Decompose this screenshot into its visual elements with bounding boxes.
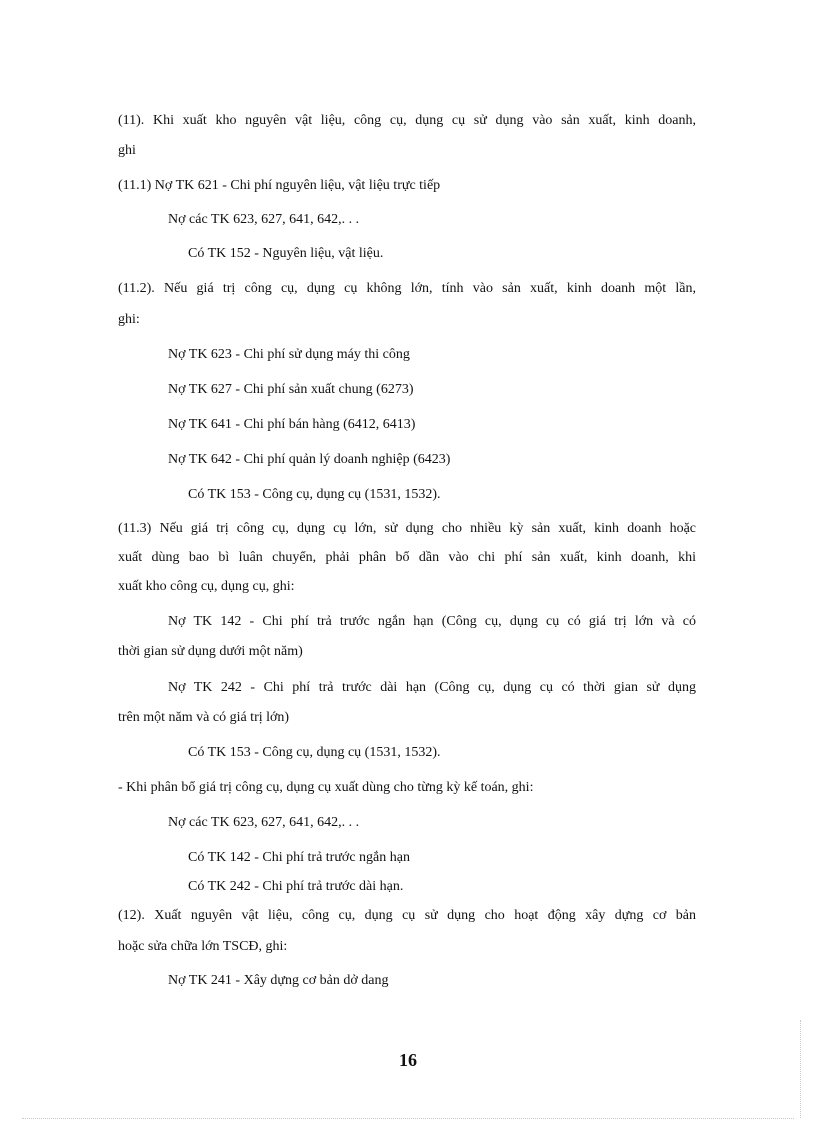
text-line: ghi [118,143,136,158]
page-border-bottom [22,1118,794,1119]
page-border-right [800,1020,801,1118]
text-line: Nợ TK 623 - Chi phí sử dụng máy thi công [168,347,410,362]
text-line: Nợ TK 627 - Chi phí sản xuất chung (6273) [168,382,414,397]
text-line: Nợ TK 642 - Chi phí quản lý doanh nghiệp (6423) [168,452,451,467]
text-line: Nợ TK 641 - Chi phí bán hàng (6412, 6413) [168,417,416,432]
page-number: 16 [399,1050,417,1070]
text-line: Có TK 153 - Công cụ, dụng cụ (1531, 1532). [188,487,441,502]
text-line: ghi: [118,312,140,327]
text-line: Có TK 242 - Chi phí trả trước dài hạn. [188,879,404,894]
text-line: Nợ các TK 623, 627, 641, 642,. . . [168,815,360,830]
text-line: - Khi phân bổ giá trị công cụ, dụng cụ xuất dùng cho từng kỳ kế toán, ghi: [118,780,534,795]
text-line: xuất kho công cụ, dụng cụ, ghi: [118,579,295,594]
text-line: (11.2). Nếu giá trị công cụ, dụng cụ không lớn, tính vào sản xuất, kinh doanh một lần, [118,281,696,296]
text-line: thời gian sử dụng dưới một năm) [118,644,303,659]
text-line: Nợ các TK 623, 627, 641, 642,. . . [168,212,360,227]
text-line: Có TK 142 - Chi phí trả trước ngắn hạn [188,850,410,865]
text-line: xuất dùng bao bì luân chuyển, phải phân bổ dần vào chi phí sản xuất, kinh doanh, khi [118,550,696,565]
text-line: Nợ TK 241 - Xây dựng cơ bản dở dang [168,973,389,988]
text-line: (11). Khi xuất kho nguyên vật liệu, công cụ, dụng cụ sử dụng vào sản xuất, kinh doanh, [118,113,696,128]
text-line: Nợ TK 242 - Chi phí trả trước dài hạn (Công cụ, dụng cụ có thời gian sử dụng [168,680,696,695]
text-line: trên một năm và có giá trị lớn) [118,710,290,725]
text-line: Nợ TK 142 - Chi phí trả trước ngắn hạn (Công cụ, dụng cụ có giá trị lớn và có [168,614,696,629]
text-line: (12). Xuất nguyên vật liệu, công cụ, dụng cụ sử dụng cho hoạt động xây dựng cơ bản [118,908,696,923]
text-line: Có TK 152 - Nguyên liệu, vật liệu. [188,246,384,261]
text-line: (11.3) Nếu giá trị công cụ, dụng cụ lớn, sử dụng cho nhiều kỳ sản xuất, kinh doanh hoặc [118,521,696,536]
text-line: hoặc sửa chữa lớn TSCĐ, ghi: [118,939,288,954]
text-line: (11.1) Nợ TK 621 - Chi phí nguyên liệu, vật liệu trực tiếp [118,178,441,193]
text-line: Có TK 153 - Công cụ, dụng cụ (1531, 1532). [188,745,441,760]
